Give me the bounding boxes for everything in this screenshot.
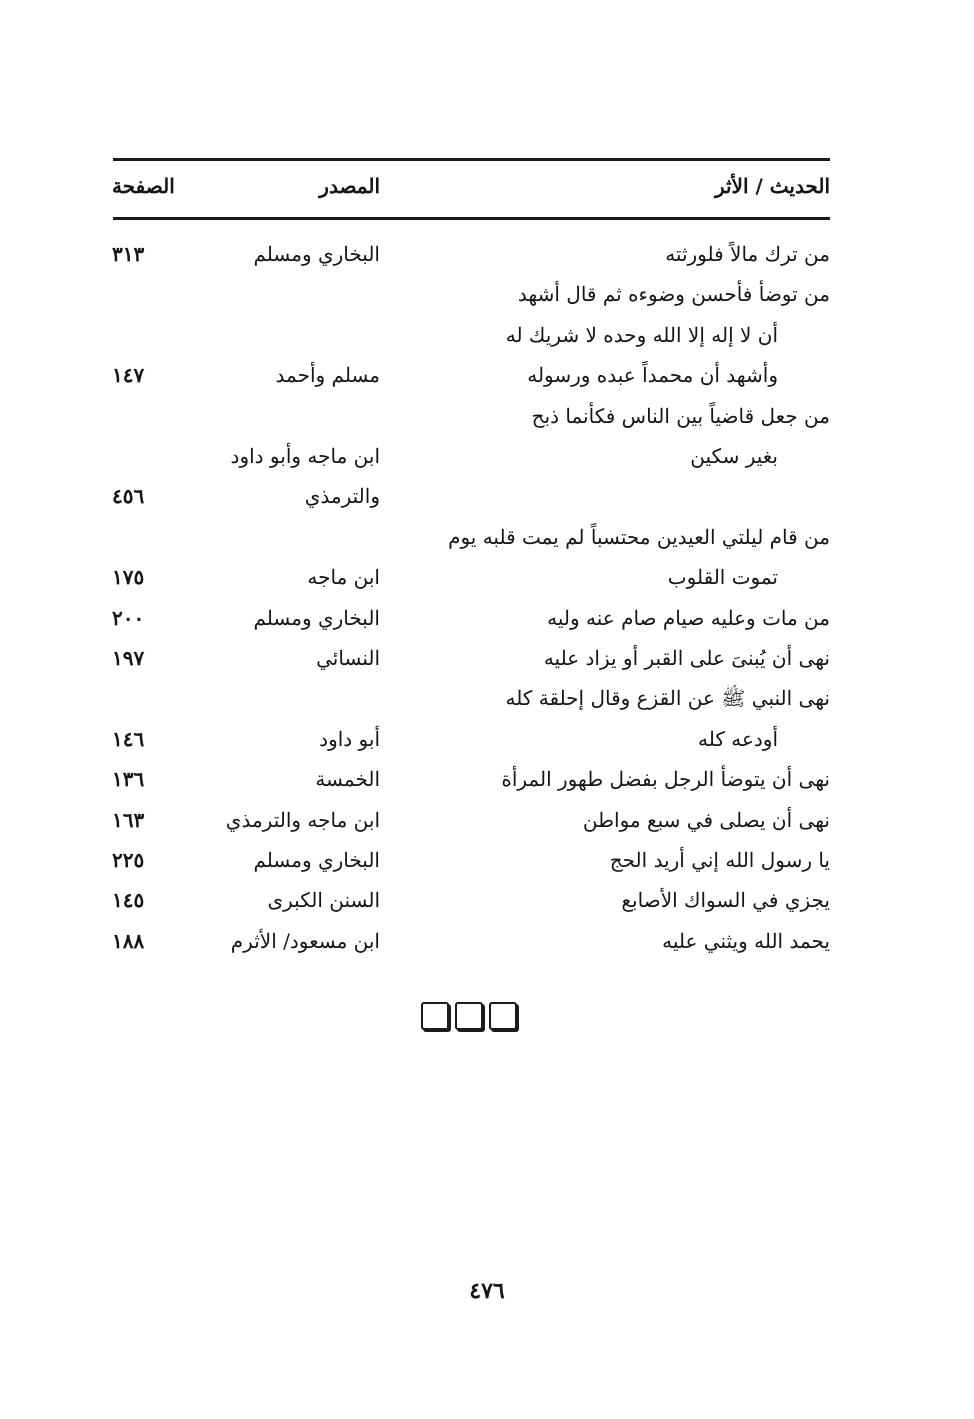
page-number: ٤٧٦ [469,1278,505,1304]
column-header-hadith: الحديث / الأثر [714,174,830,198]
page-ref: ١٩٧ [112,646,145,670]
source-text: ابن ماجه والترمذي [225,808,380,832]
page-ref: ١٧٥ [112,565,145,589]
table-row [0,360,974,400]
table-row [0,926,974,966]
table-row [0,845,974,885]
ornament-box-icon [489,1002,517,1030]
source-text: ابن ماجه [307,565,380,589]
page-ref: ٣١٣ [112,242,145,266]
table-row [0,239,974,279]
table-row [0,805,974,845]
source-text: البخاري ومسلم [253,606,380,630]
page-ref: ١٨٨ [112,929,145,953]
hadith-text: من جعل قاضياً بين الناس فكأنما ذبح [531,404,830,428]
hadith-text: نهى النبي ﷺ عن القزع وقال إحلقة كله [505,686,830,710]
source-text: ابن مسعود/ الأثرم [230,929,380,953]
source-text: البخاري ومسلم [253,242,380,266]
source-text: ابن ماجه وأبو داود [230,444,380,468]
page-ref: ١٤٧ [112,363,145,387]
hadith-text: من مات وعليه صيام صام عنه وليه [547,606,830,630]
table-row [0,683,974,723]
hadith-text: نهى أن يتوضأ الرجل بفضل طهور المرأة [501,767,830,791]
source-text: النسائي [316,646,380,670]
table-header-rule [113,217,830,220]
table-row [0,481,974,521]
hadith-text: أودعه كله [698,727,778,751]
table-row [0,724,974,764]
source-text: البخاري ومسلم [253,848,380,872]
hadith-text: نهى أن يصلى في سبع مواطن [582,808,830,832]
section-end-ornament [421,1002,517,1030]
table-row [0,643,974,683]
hadith-text: وأشهد أن محمداً عبده ورسوله [527,363,778,387]
table-row [0,279,974,319]
page-ref: ١٣٦ [112,767,145,791]
page-ref: ٢٠٠ [112,606,145,630]
page-ref: ١٤٦ [112,727,145,751]
hadith-text: أن لا إله إلا الله وحده لا شريك له [505,323,778,347]
hadith-text: بغير سكين [690,444,778,468]
page-ref: ١٦٣ [112,808,145,832]
hadith-text: يجزي في السواك الأصابع [621,888,830,912]
hadith-text: من ترك مالاً فلورثته [665,242,830,266]
table-row [0,885,974,925]
table-row [0,522,974,562]
hadith-text: نهى أن يُبنىَ على القبر أو يزاد عليه [543,646,830,670]
table-row [0,441,974,481]
source-text: مسلم وأحمد [275,363,380,387]
hadith-text: يا رسول الله إني أريد الحج [609,848,830,872]
hadith-text: من قام ليلتي العيدين محتسباً لم يمت قلبه يوم [448,525,830,549]
column-header-source: المصدر [319,174,380,198]
source-text: أبو داود [319,727,380,751]
ornament-box-icon [455,1002,483,1030]
table-row [0,764,974,804]
page-ref: ٤٥٦ [112,484,145,508]
table-row [0,603,974,643]
hadith-text: يحمد الله ويثني عليه [662,929,830,953]
hadith-text: من توضأ فأحسن وضوءه ثم قال أشهد [517,282,830,306]
table-row [0,320,974,360]
source-text: الخمسة [315,767,380,791]
table-top-rule [113,158,830,161]
source-text: السنن الكبرى [267,888,380,912]
table-row [0,401,974,441]
source-text: والترمذي [304,484,380,508]
page-ref: ١٤٥ [112,888,145,912]
hadith-text: تموت القلوب [667,565,778,589]
table-row [0,562,974,602]
column-header-page: الصفحة [112,174,175,198]
page-ref: ٢٢٥ [112,848,145,872]
ornament-box-icon [421,1002,449,1030]
